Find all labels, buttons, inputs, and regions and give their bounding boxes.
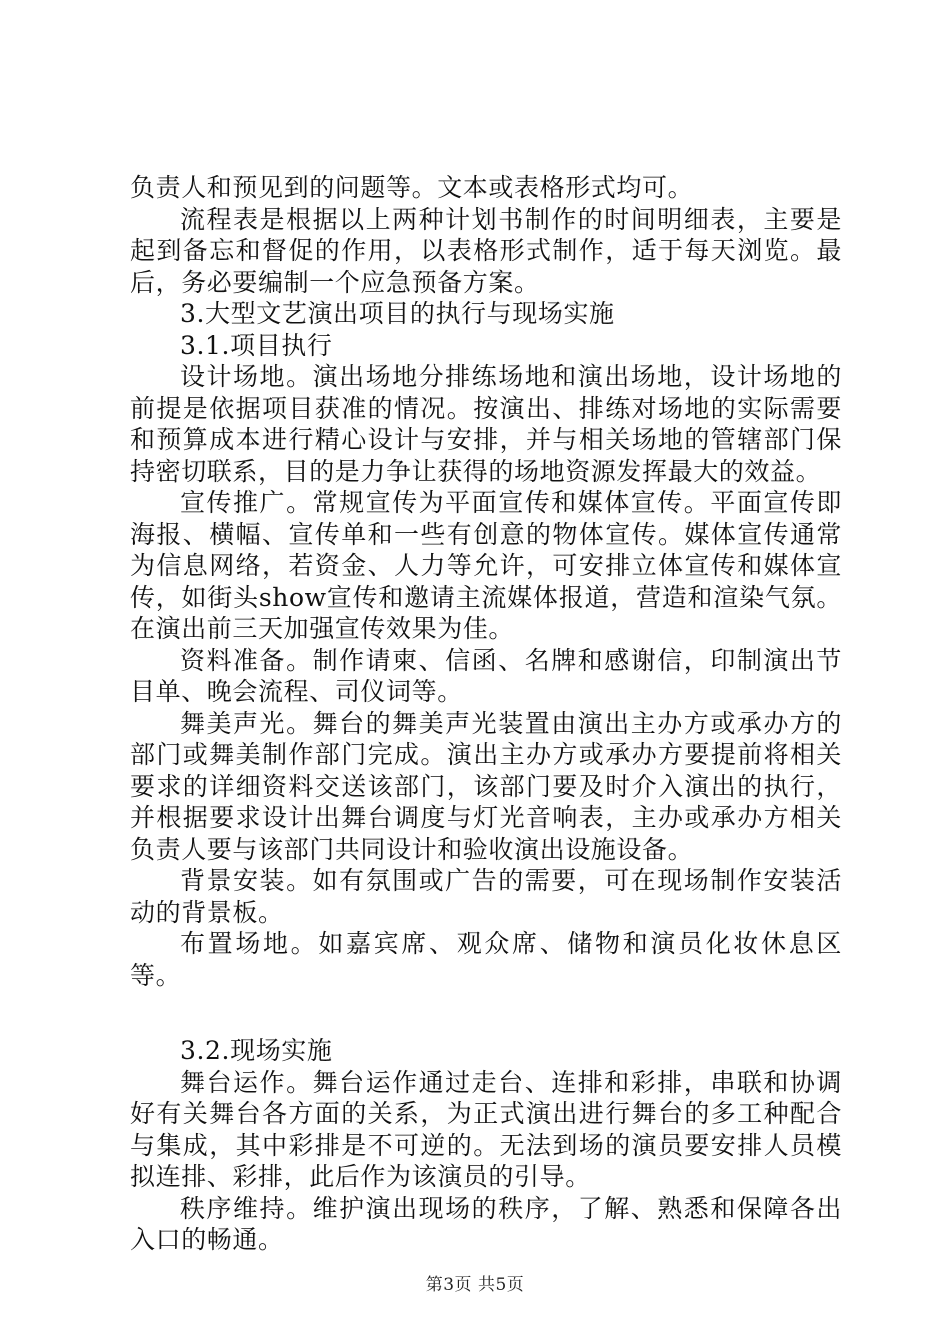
document-body [130,172,842,1256]
section-heading: 3.大型文艺演出项目的执行与现场实施 [180,299,615,328]
paragraph: 布置场地。如嘉宾席、观众席、储物和演员化妆休息区等。 [130,929,842,990]
paragraph: 设计场地。演出场地分排练场地和演出场地，设计场地的前提是依据项目获准的情况。按演出、排练对场地的实际需要和预算成本进行精心设计与安排，并与相关场地的管辖部门保持密切联系，目的是力争让获得的场地资源发挥最大的效益。 [130,362,842,486]
paragraph: 资料准备。制作请柬、信函、名牌和感谢信，印制演出节目单、晚会流程、司仪词等。 [130,645,842,706]
page-number-footer: 第3页 共5页 [425,1275,525,1295]
paragraph: 秩序维持。维护演出现场的秩序，了解、熟悉和保障各出入口的畅通。 [130,1193,842,1254]
paragraph: 负责人和预见到的问题等。文本或表格形式均可。 [130,173,694,202]
paragraph: 舞美声光。舞台的舞美声光装置由演出主办方或承办方的部门或舞美制作部门完成。演出主办方或承办方要提前将相关要求的详细资料交送该部门，该部门要及时介入演出的执行，并根据要求设计出舞台调度与灯光音响表，主办或承办方相关负责人要与该部门共同设计和验收演出设施设备。 [130,708,842,864]
subsection-heading: 3.1.项目执行 [180,330,333,360]
paragraph: 流程表是根据以上两种计划书制作的时间明细表，主要是起到备忘和督促的作用，以表格形式制作，适于每天浏览。最后，务必要编制一个应急预备方案。 [130,204,842,297]
paragraph: 背景安装。如有氛围或广告的需要，可在现场制作安装活动的背景板。 [130,866,842,927]
blank-line [130,991,842,1035]
paragraph: 宣传推广。常规宣传为平面宣传和媒体宣传。平面宣传即海报、横幅、宣传单和一些有创意的物体宣传。媒体宣传通常为信息网络，若资金、人力等允许，可安排立体宣传和媒体宣传，如街头show宣传和邀请主流媒体报道，营造和渲染气氛。在演出前三天加强宣传效果为佳。 [130,488,842,643]
subsection-heading: 3.2.现场实施 [180,1036,333,1065]
paragraph: 舞台运作。舞台运作通过走台、连排和彩排，串联和协调好有关舞台各方面的关系，为正式演出进行舞台的多工种配合与集成，其中彩排是不可逆的。无法到场的演员要安排人员模拟连排、彩排，此后作为该演员的引导。 [130,1067,842,1191]
